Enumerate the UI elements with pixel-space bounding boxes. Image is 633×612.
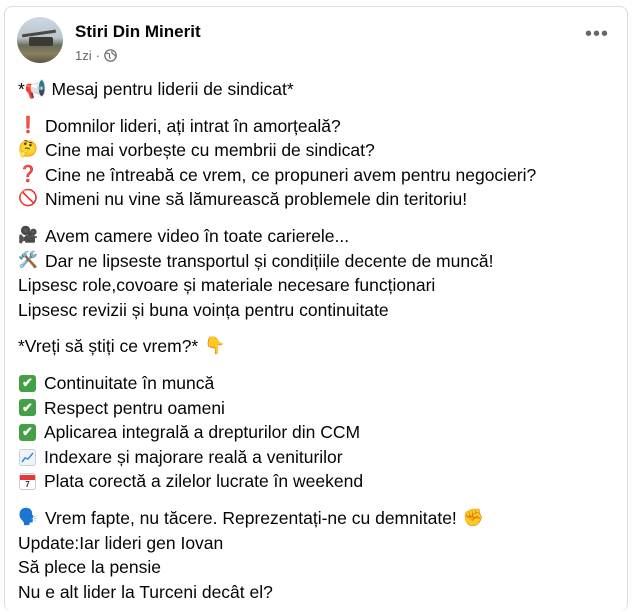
demand-item: ✔ Respect pentru oameni bbox=[18, 396, 618, 421]
thinking-face-icon: 🤔 bbox=[18, 141, 38, 159]
demand-item: ✔ Continuitate în muncă bbox=[18, 371, 618, 396]
text-line: Update:Iar lideri gen Iovan bbox=[18, 532, 224, 553]
chart-increasing-icon bbox=[19, 449, 36, 466]
globe-icon[interactable] bbox=[104, 49, 117, 62]
check-mark-icon: ✔ bbox=[19, 424, 36, 441]
list-item: 🛠️ Dar ne lipseste transportul și condițiile decente de muncă! bbox=[18, 249, 618, 274]
check-mark-icon: ✔ bbox=[19, 375, 36, 392]
text-line: Lipsesc revizii și buna voința pentru continuitate bbox=[18, 299, 389, 320]
meta-separator: · bbox=[95, 48, 100, 63]
calendar-icon: 7 bbox=[19, 473, 36, 490]
list-item: 🚫 Nimeni nu vine să lămurească problemele din teritoriu! bbox=[18, 187, 618, 212]
question-mark-icon: ❓ bbox=[18, 165, 38, 183]
check-mark-icon: ✔ bbox=[19, 399, 36, 416]
list-item: ❗ Domnilor lideri, ați intrat în amorțeală? bbox=[18, 114, 618, 139]
closing-line: 🗣️ Vrem fapte, nu tăcere. Reprezentați-ne cu demnitate! ✊ bbox=[18, 506, 618, 531]
avatar-machine bbox=[29, 37, 53, 46]
post-title: *📢 Mesaj pentru liderii de sindicat* bbox=[18, 79, 294, 99]
text-line: Nu e alt lider la Turceni decât el? bbox=[18, 581, 273, 602]
demand-item: 7 Plata corectă a zilelor lucrate în weekend bbox=[18, 469, 618, 494]
post-meta bbox=[75, 48, 117, 63]
prohibited-icon: 🚫 bbox=[18, 190, 38, 208]
demand-item: ✔ Aplicarea integrală a drepturilor din CCM bbox=[18, 420, 618, 445]
page-avatar[interactable] bbox=[17, 17, 63, 63]
page-name-link[interactable]: Stiri Din Minerit bbox=[75, 22, 201, 41]
pointing-down-icon: 👇 bbox=[204, 336, 226, 356]
demand-item: Indexare și majorare reală a veniturilor bbox=[18, 445, 618, 470]
post-time-link[interactable]: 1zi bbox=[75, 48, 92, 63]
video-camera-icon: 🎥 bbox=[18, 226, 38, 244]
more-options-icon[interactable]: ••• bbox=[584, 23, 609, 45]
speaking-head-icon: 🗣️ bbox=[18, 508, 38, 526]
list-item: ❓ Cine ne întreabă ce vrem, ce propuneri avem pentru negocieri? bbox=[18, 163, 618, 188]
text-line: Să plece la pensie bbox=[18, 557, 162, 578]
tools-icon: 🛠️ bbox=[18, 251, 38, 269]
list-item: 🤔 Cine mai vorbește cu membrii de sindicat? bbox=[18, 138, 618, 163]
question-line: *Vreți să știți ce vrem?* 👇 bbox=[18, 334, 618, 359]
text-line: Lipsesc role,covoare și materiale necesare funcționari bbox=[18, 275, 436, 296]
post-body bbox=[18, 77, 618, 604]
post-card bbox=[4, 6, 628, 612]
raised-fist-icon: ✊ bbox=[462, 507, 484, 527]
list-item: 🎥 Avem camere video în toate carierele... bbox=[18, 224, 618, 249]
exclamation-icon: ❗ bbox=[18, 116, 38, 134]
